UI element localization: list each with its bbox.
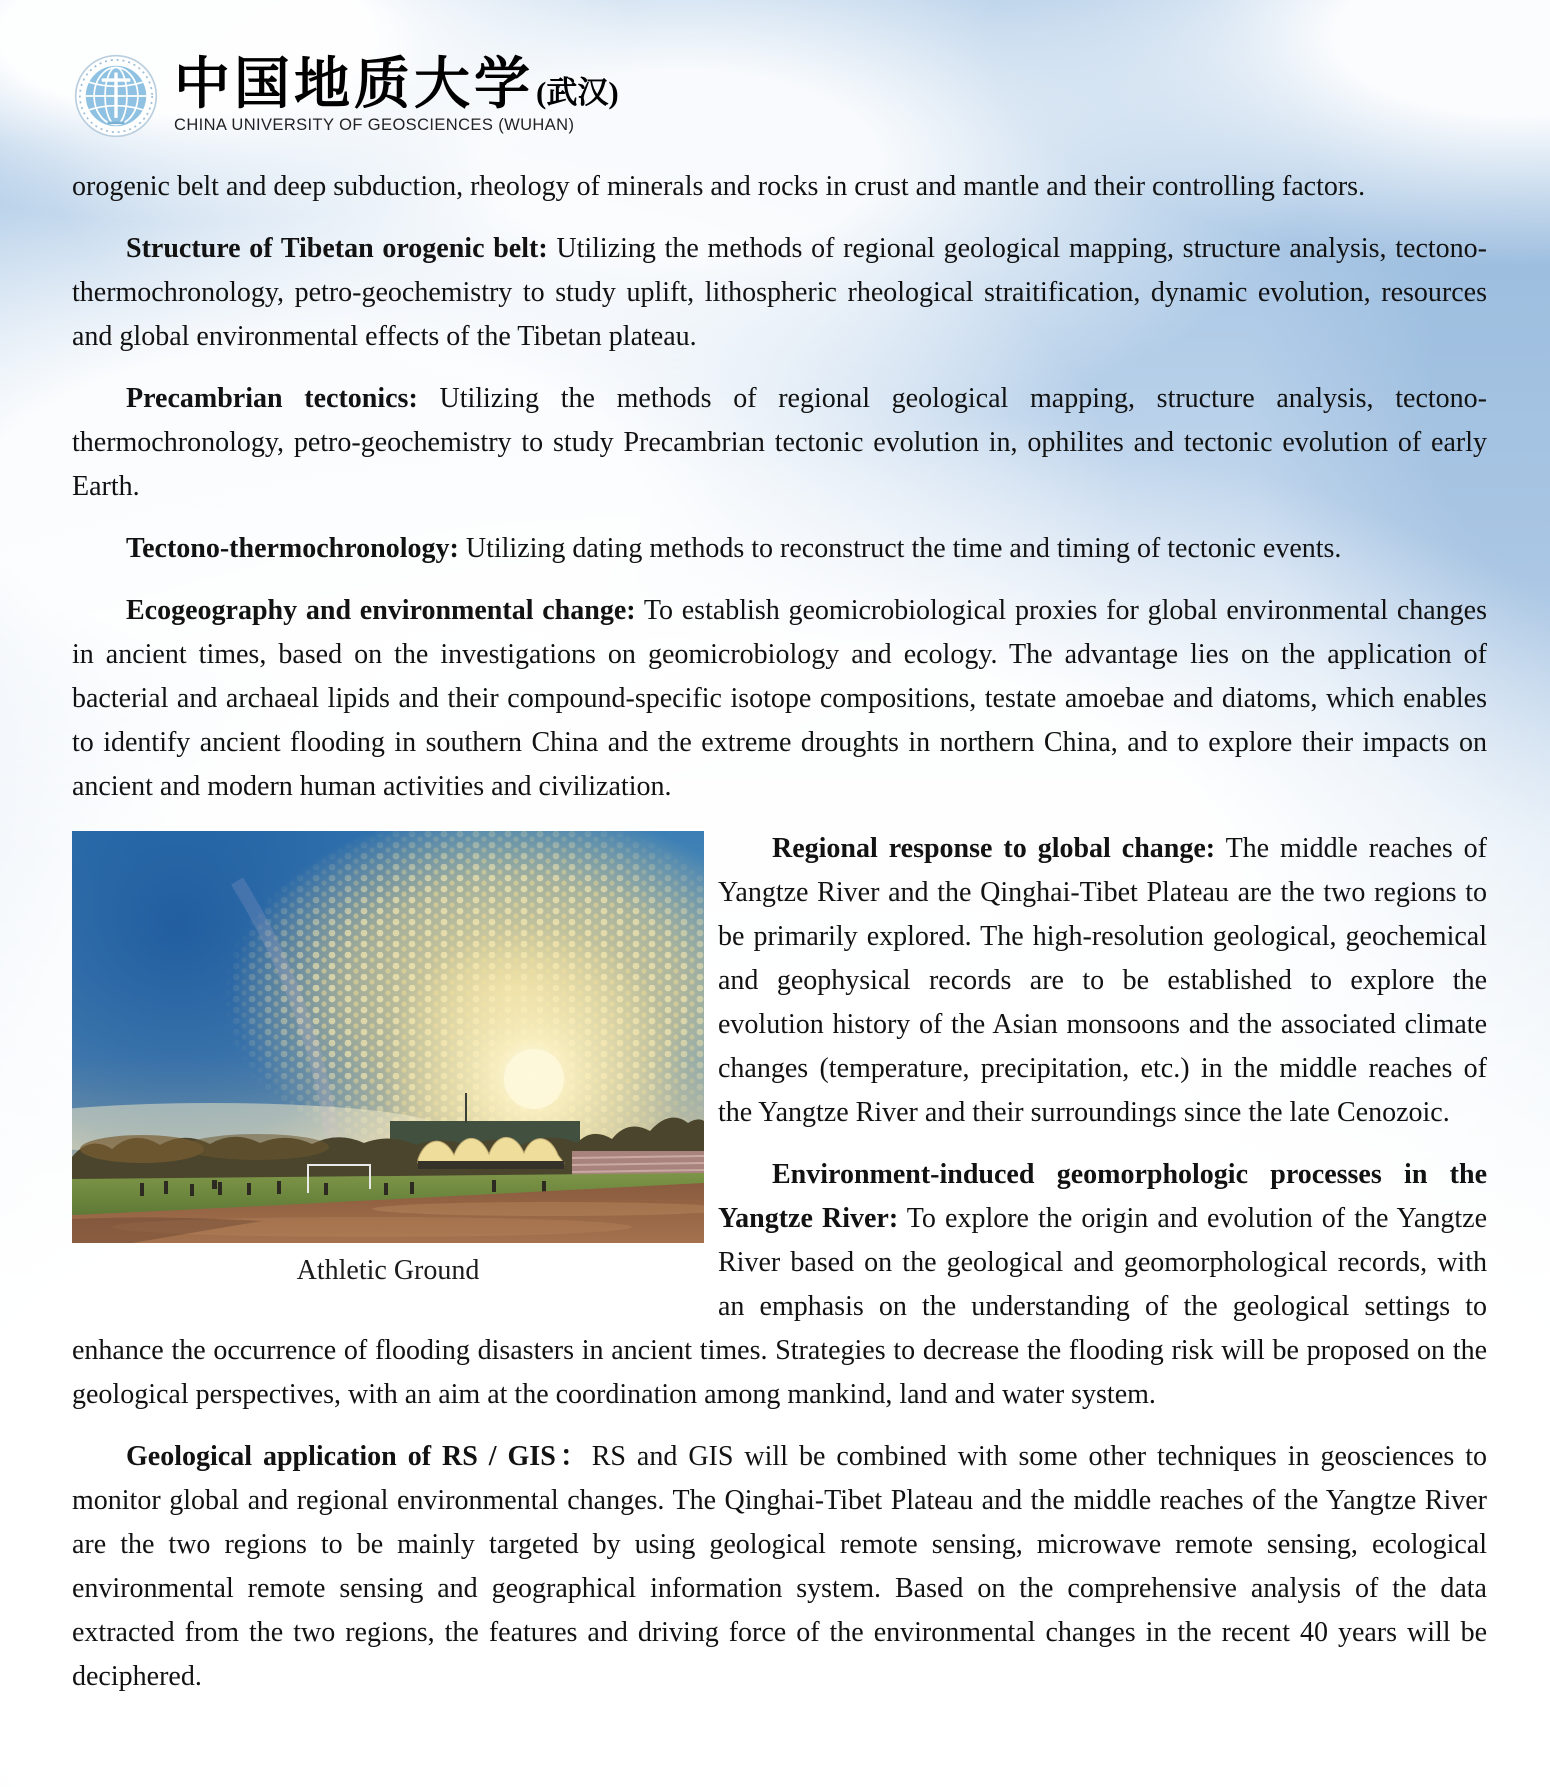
- paragraph-body: Utilizing the methods of regional geological mapping, structure analysis, tectono-thermochronology, petro-geochemistry to study uplift, lithospheric rheological straitification, dynamic evolution, resources and global environmental effects of the Tibetan plateau.: [72, 233, 1487, 352]
- page-header: [0, 0, 1550, 138]
- paragraph-lead: Precambrian tectonics:: [126, 383, 418, 414]
- paragraph-lead: Structure of Tibetan orogenic belt:: [126, 233, 548, 264]
- university-name-chinese-main: 中国地质大学: [174, 54, 534, 116]
- document-body: [72, 165, 1487, 1699]
- athletic-ground-figure: [72, 831, 704, 1293]
- paragraph-body: orogenic belt and deep subduction, rheology of minerals and rocks in crust and mantle and their controlling factors.: [72, 171, 1366, 202]
- university-name-english: CHINA UNIVERSITY OF GEOSCIENCES (WUHAN): [174, 116, 575, 134]
- paragraph-body: Utilizing the methods of regional geological mapping, structure analysis, tectono-thermochronology, petro-geochemistry to study Precambrian tectonic evolution in, ophilites and tectonic evolution of early Earth.: [72, 383, 1487, 502]
- paragraph-ecogeography-environmental-change: [72, 589, 1487, 809]
- figure-caption: Athletic Ground: [296, 1255, 480, 1286]
- university-seal-icon: [74, 54, 158, 138]
- paragraph-lead: Ecogeography and environmental change:: [126, 595, 636, 626]
- university-logo: [74, 54, 1550, 138]
- paragraph-lead: Tectono-thermochronology:: [126, 533, 459, 564]
- paragraph-lead: Regional response to global change:: [772, 833, 1216, 864]
- paragraph-body: The middle reaches of Yangtze River and the Qinghai-Tibet Plateau are the two regions to be primarily explored. The high-resolution geological, geochemical and geophysical records are to be established to explore the evolution history of the Asian monsoons and the associated climate changes (temperature, precipitation, etc.) in the middle reaches of the Yangtze River and their surroundings since the late Cenozoic.: [718, 833, 1487, 1128]
- athletic-ground-photo: [72, 831, 704, 1243]
- paragraph-geological-application-rs-gis: [72, 1435, 1487, 1699]
- university-name-block: [174, 54, 619, 135]
- paragraph-structure-tibetan-orogenic-belt: [72, 227, 1487, 359]
- paragraph-lead: Environment-induced geomorphologic processes in the Yangtze River:: [718, 1159, 1487, 1234]
- paragraph-body: To establish geomicrobiological proxies for global environmental changes in ancient times, based on the investigations on geomicrobiology and ecology. The advantage lies on the application of bacterial and archaeal lipids and their compound-specific isotope compositions, testate amoebae and diatoms, which enables to identify ancient flooding in southern China and the extreme droughts in northern China, and to explore their impacts on ancient and modern human activities and civilization.: [72, 595, 1487, 802]
- paragraph-precambrian-tectonics: [72, 377, 1487, 509]
- paragraph-tectono-thermochronology: [72, 527, 1487, 571]
- university-name-chinese-suffix: (武汉): [536, 75, 619, 110]
- paragraph-body: Utilizing dating methods to reconstruct the time and timing of tectonic events.: [458, 533, 1342, 564]
- paragraph-lead: Geological application of RS / GIS：: [126, 1441, 592, 1472]
- paragraph-body: RS and GIS will be combined with some other techniques in geosciences to monitor global and regional environmental changes. The Qinghai-Tibet Plateau and the middle reaches of the Yangtze River are the two regions to be mainly targeted by using geological remote sensing, microwave remote sensing, ecological environmental remote sensing and geographical information system. Based on the comprehensive analysis of the data extracted from the two regions, the features and driving force of the environmental changes in the recent 40 years will be deciphered.: [72, 1441, 1487, 1692]
- university-name-chinese: [174, 54, 619, 116]
- paragraph-body: To explore the origin and evolution of the Yangtze River based on the geological and geomorphological records, with an emphasis on the understanding of the geological settings to enhance the occurrence of flooding disasters in ancient times. Strategies to decrease the flooding risk will be proposed on the geological perspectives, with an aim at the coordination among mankind, land and water system.: [72, 1203, 1487, 1410]
- paragraph-intro-continuation: [72, 165, 1487, 209]
